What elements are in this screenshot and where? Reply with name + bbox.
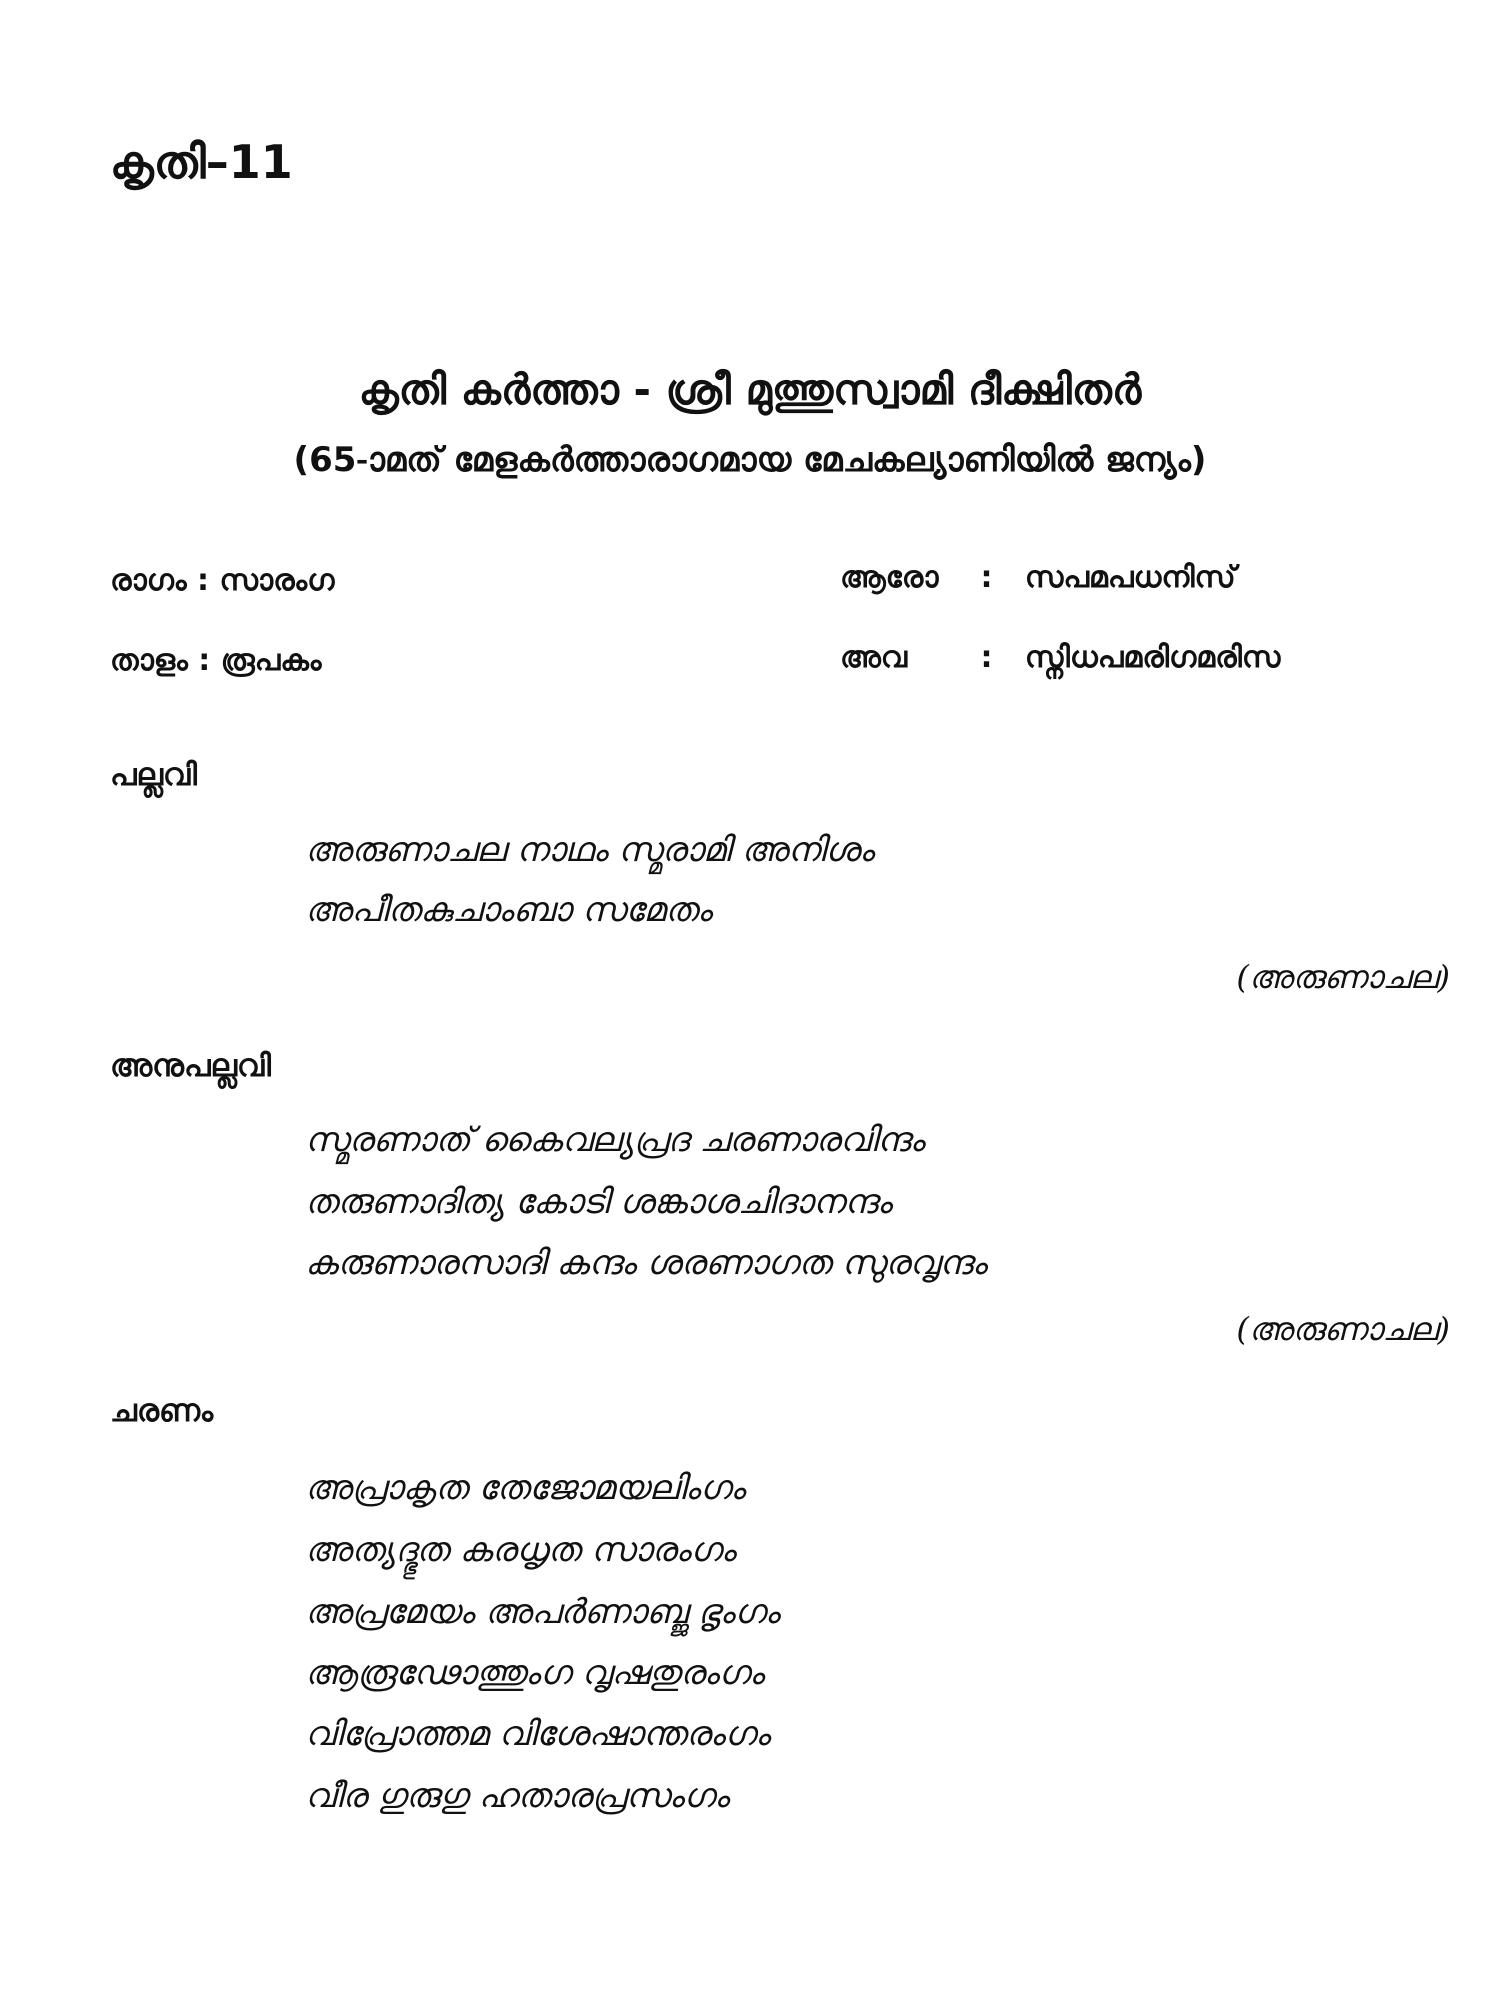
anupallavi-line-1: സ്മരണാത് കൈവല്യപ്രദ ചരണാരവിന്ദം	[305, 1120, 925, 1160]
raga-sep: :	[196, 563, 209, 598]
charanam-line-4: ആരൂഢോത്തുംഗ വൃഷതുരംഗം	[305, 1653, 764, 1693]
charanam-line-1: അപ്രാകൃത തേജോമയലിംഗം	[305, 1468, 745, 1508]
anupallavi-line-2: തരുണാദിത്യ കോടി ശങ്കാശചിദാനന്ദം	[305, 1182, 892, 1222]
tala-value: രൂപകം	[220, 643, 322, 678]
pallavi-refrain: (അരുണാചല)	[1236, 958, 1450, 996]
janya-line: (65-ാമത് മേളകർത്താരാഗമായ മേചകല്യാണിയിൽ ജന്യം)	[293, 440, 1207, 480]
anupallavi-line-3: കരുണാരസാദി കന്ദം ശരണാഗത സുരവൃന്ദം	[305, 1243, 987, 1283]
raga-row	[110, 563, 334, 598]
composer-line: കൃതി കർത്താ - ശ്രീ മുത്തുസ്വാമി ദീക്ഷിതർ	[358, 365, 1142, 414]
anupallavi-refrain: (അരുണാചല)	[1236, 1310, 1450, 1348]
charanam-line-5: വിപ്രോത്തമ വിശേഷാന്തരംഗം	[305, 1714, 770, 1754]
avarohana-row	[840, 640, 1280, 675]
arohana-label: ആരോ	[840, 560, 939, 595]
raga-value: സാരംഗ	[219, 563, 335, 598]
tala-label: താളം	[110, 643, 188, 678]
tala-row	[110, 643, 321, 678]
charanam-line-2: അത്യദ്ഭുത കരധൃത സാരംഗം	[305, 1530, 736, 1570]
arohana-sep: :	[980, 560, 993, 595]
charanam-line-6: വീര ഗുരുഗു ഹതാരപ്രസംഗം	[305, 1776, 729, 1816]
charanam-heading: ചരണം	[110, 1393, 214, 1429]
pallavi-line-1: അരുണാചല നാഥം സ്മരാമി അനിശം	[305, 830, 874, 870]
raga-label: രാഗം	[110, 563, 187, 598]
avarohana-sep: :	[980, 640, 993, 675]
avarohana-value: സ്നിധപമരിഗമരിസ	[1024, 640, 1281, 675]
arohana-value: സപമപധനിസ്	[1024, 560, 1236, 595]
pallavi-heading: പല്ലവി	[110, 757, 197, 793]
anupallavi-heading: അനുപല്ലവി	[110, 1048, 271, 1084]
charanam-line-3: അപ്രമേയം അപർണാബ്ജ ഭൃംഗം	[305, 1592, 780, 1632]
arohana-row	[840, 560, 1236, 595]
pallavi-line-2: അപീതകുചാംബാ സമേതം	[305, 890, 712, 930]
avarohana-label: അവ	[840, 640, 908, 675]
tala-sep: :	[198, 643, 211, 678]
kriti-number: കൃതി–11	[110, 135, 293, 189]
